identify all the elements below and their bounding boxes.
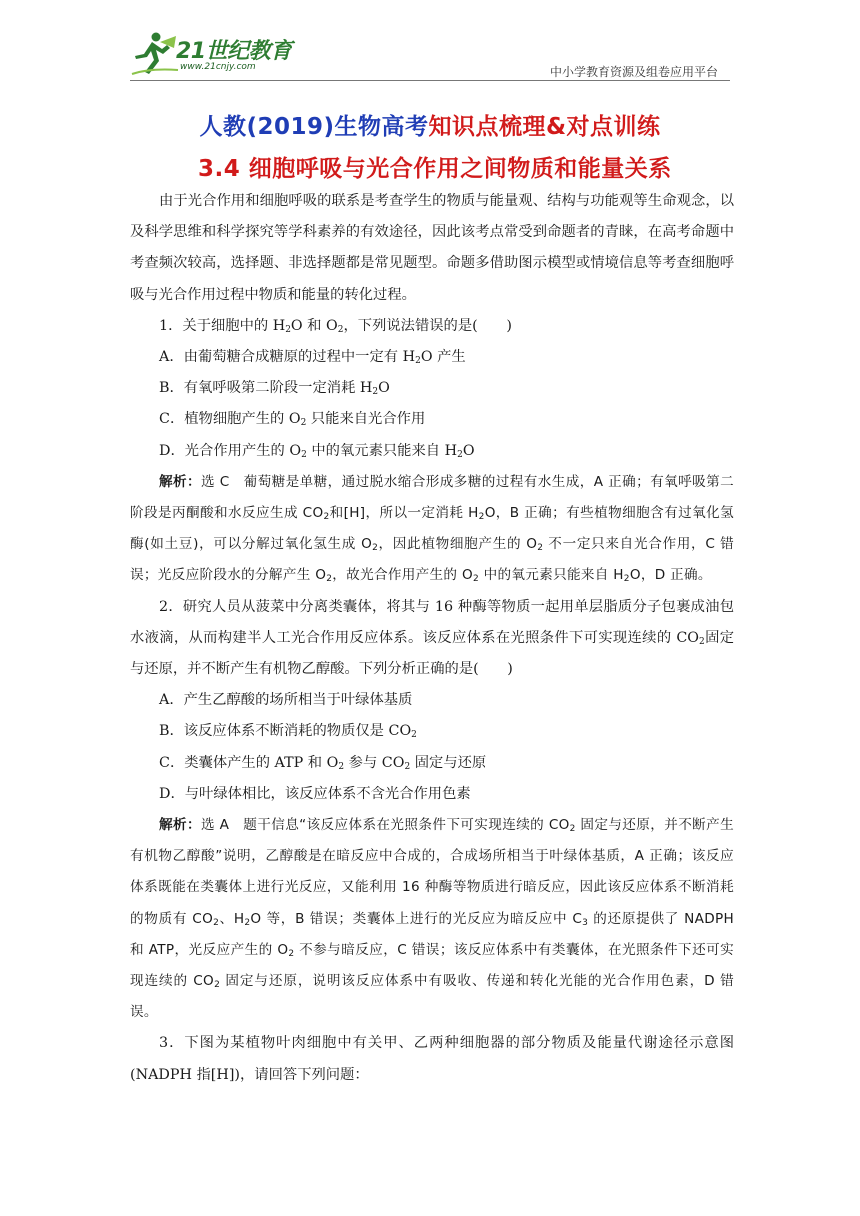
question-1-option-b: B．有氧呼吸第二阶段一定消耗 $H_2O$ — [159, 380, 390, 398]
platform-label: 中小学教育资源及组卷应用平台 — [549, 65, 718, 79]
runner-icon — [130, 30, 180, 76]
question-2-option-b: B．该反应体系不断消耗的物质仅是 $CO_2$ — [159, 723, 417, 741]
question-1-explanation: 解析：选 C 葡萄糖是单糖，通过脱水缩合形成多糖的过程有水生成，A 正确；有氧呼吸第二阶段是丙酮酸和水反应生成 $CO_2$和[H]，所以一定消耗 $H_2O$，B 正确；有些植物细胞含有过氧化氢酶(如土豆)，可以分解过氧化氢生成 $O_2$，因此植物细胞产生的 $O_2$ 不一定只来自光合作用，C 错误；光反应阶段水的分解产生 $O_2$，故光合作用产生的 $O_2$ 中的氧元素只能来自 $H_2O$，D 正确。 — [130, 473, 735, 585]
document-body — [130, 186, 734, 1091]
question-1-option-d: D．光合作用产生的 $O_2$ 中的氧元素只能来自 $H_2O$ — [159, 442, 475, 460]
question-2-option-d: D．与叶绿体相比，该反应体系不含光合作用色素 — [159, 785, 471, 802]
logo-text: 21世纪教育 — [176, 39, 292, 64]
explanation-label: 解析： — [159, 473, 202, 490]
question-1-option-c: C．植物细胞产生的 $O_2$ 只能来自光合作用 — [159, 411, 426, 429]
explanation-label: 解析： — [159, 817, 201, 834]
title-part-2: 知识点梳理&对点训练 — [428, 114, 661, 140]
logo — [130, 30, 320, 78]
question-2-option-a: A．产生乙醇酸的场所相当于叶绿体基质 — [159, 692, 413, 709]
page-header — [130, 30, 730, 82]
question-3-stem: 3．下图为某植物叶肉细胞中有关甲、乙两种细胞器的部分物质及能量代谢途径示意图(NADPH 指[H])，请回答下列问题： — [130, 1035, 734, 1083]
question-1-stem: 1．关于细胞中的 $H_2O$ 和 $O_2$，下列说法错误的是( ) — [159, 317, 512, 335]
document-title — [0, 108, 860, 141]
intro-paragraph: 由于光合作用和细胞呼吸的联系是考查学生的物质与能量观、结构与功能观等生命观念，以及科学思维和科学探究等学科素养的有效途径，因此该考点常受到命题者的青睐，在高考命题中考查频次较高，选择题、非选择题都是常见题型。命题多借助图示模型或情境信息等考查细胞呼吸与光合作用过程中物质和能量的转化过程。 — [130, 193, 734, 303]
question-2-stem: 2．研究人员从菠菜中分离类囊体，将其与 16 种酶等物质一起用单层脂质分子包裹成油包水液滴，从而构建半人工光合作用反应体系。该反应体系在光照条件下可实现连续的 $CO_2$固定与还原，并不断产生有机物乙醇酸。下列分析正确的是( ) — [130, 598, 735, 678]
section-title: 3.4 细胞呼吸与光合作用之间物质和能量关系 — [198, 156, 672, 182]
question-2-option-c: C．类囊体产生的 ATP 和 $O_2$ 参与 $CO_2$ 固定与还原 — [159, 754, 487, 772]
question-2-explanation: 解析：选 A 题干信息“该反应体系在光照条件下可实现连续的 $CO_2$ 固定与还原，并不断产生有机物乙醇酸”说明，乙醇酸是在暗反应中合成的，合成场所相当于叶绿体基质，A 正确；该反应体系既能在类囊体上进行光反应，又能利用 16 种酶等物质进行暗反应，因此该反应体系不断消耗的物质有 $CO_2$、$H_2O$ 等，B 错误；类囊体上进行的光反应为暗反应中 $C_3$ 的还原提供了 NADPH 和 ATP，光反应产生的 $O_2$ 不参与暗反应，C 错误；该反应体系中有类囊体，在光照条件下还可实现连续的 $CO_2$ 固定与还原，说明该反应体系中有吸收、传递和转化光能的光合作用色素，D 错误。 — [130, 817, 735, 1021]
title-part-1: 人教(2019)生物高考 — [199, 114, 429, 140]
question-1-option-a: A．由葡萄糖合成糖原的过程中一定有 $H_2O$ 产生 — [159, 349, 466, 367]
header-divider — [130, 80, 730, 81]
logo-url: www.21cnjy.com — [180, 62, 256, 72]
